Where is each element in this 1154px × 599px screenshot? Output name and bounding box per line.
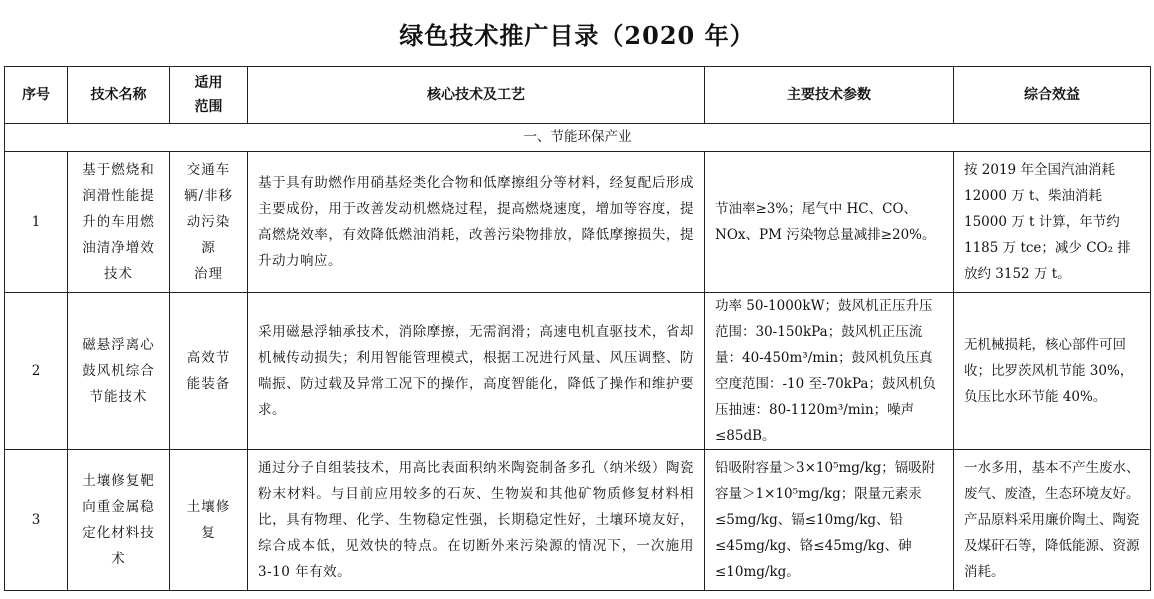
section-title: 一、节能环保产业 [5, 124, 1151, 152]
catalog-table [4, 66, 1151, 591]
header-scope: 适用 范围 [170, 67, 248, 124]
table-header-row [5, 67, 1151, 124]
header-tech-name: 技术名称 [68, 67, 170, 124]
row-seq: 2 [5, 293, 68, 450]
table-row [5, 293, 1151, 450]
section-row [5, 124, 1151, 152]
row-benefit: 一水多用，基本不产生废水、废气、废渣，生态环境友好。产品原料采用廉价陶土、陶瓷及煤矸石等，降低能源、资源消耗。 [954, 450, 1151, 591]
row-params: 节油率≥3%；尾气中 HC、CO、NOx、PM 污染物总量减排≥20%。 [705, 152, 954, 293]
header-core-tech: 核心技术及工艺 [248, 67, 705, 124]
row-benefit: 无机械损耗，核心部件可回收；比罗茨风机节能 30%，负压比水环节能 40%。 [954, 293, 1151, 450]
row-seq: 3 [5, 450, 68, 591]
table-row [5, 152, 1151, 293]
table-row [5, 450, 1151, 591]
row-scope: 高效节 能装备 [170, 293, 248, 450]
header-benefit: 综合效益 [954, 67, 1151, 124]
header-seq: 序号 [5, 67, 68, 124]
row-scope: 土壤修 复 [170, 450, 248, 591]
row-scope: 交通车 辆/非移 动污染源 治理 [170, 152, 248, 293]
row-params: 铅吸附容量＞3×10⁵mg/kg；镉吸附容量＞1×10⁵mg/kg；限量元素汞≤5mg/kg、镉≤10mg/kg、铅≤45mg/kg、铬≤45mg/kg、砷≤10mg/kg。 [705, 450, 954, 591]
row-core-tech: 采用磁悬浮轴承技术，消除摩擦，无需润滑；高速电机直驱技术，省却机械传动损失；利用智能管理模式，根据工况进行风量、风压调整、防喘振、防过载及异常工况下的操作，高度智能化，降低了操作和维护要求。 [248, 293, 705, 450]
row-benefit: 按 2019 年全国汽油消耗 12000 万 t、柴油消耗 15000 万 t 计算，年节约 1185 万 tce；减少 CO₂ 排放约 3152 万 t。 [954, 152, 1151, 293]
row-tech-name: 基于燃烧和 润滑性能提 升的车用燃 油清净增效 技术 [68, 152, 170, 293]
document-title: 绿色技术推广目录（2020 年） [399, 21, 755, 50]
row-seq: 1 [5, 152, 68, 293]
row-core-tech: 通过分子自组装技术，用高比表面积纳米陶瓷制备多孔（纳米级）陶瓷粉末材料。与目前应用较多的石灰、生物炭和其他矿物质修复材料相比，具有物理、化学、生物稳定性强，长期稳定性好，土壤环境友好，综合成本低，见效快的特点。在切断外来污染源的情况下，一次施用 3-10 年有效。 [248, 450, 705, 591]
row-tech-name: 磁悬浮离心 鼓风机综合 节能技术 [68, 293, 170, 450]
header-params: 主要技术参数 [705, 67, 954, 124]
row-tech-name: 土壤修复靶 向重金属稳 定化材料技 术 [68, 450, 170, 591]
row-core-tech: 基于具有助燃作用硝基烃类化合物和低摩擦组分等材料，经复配后形成主要成份，用于改善发动机燃烧过程，提高燃烧速度，增加等容度，提高燃烧效率，有效降低燃油消耗，改善污染物排放，降低摩擦损失，提升动力响应。 [248, 152, 705, 293]
row-params: 功率 50-1000kW；鼓风机正压升压范围：30-150kPa；鼓风机正压流量：40-450m³/min；鼓风机负压真空度范围：-10 至-70kPa；鼓风机负压抽速：80-1120m³/min；噪声≤85dB。 [705, 293, 954, 450]
